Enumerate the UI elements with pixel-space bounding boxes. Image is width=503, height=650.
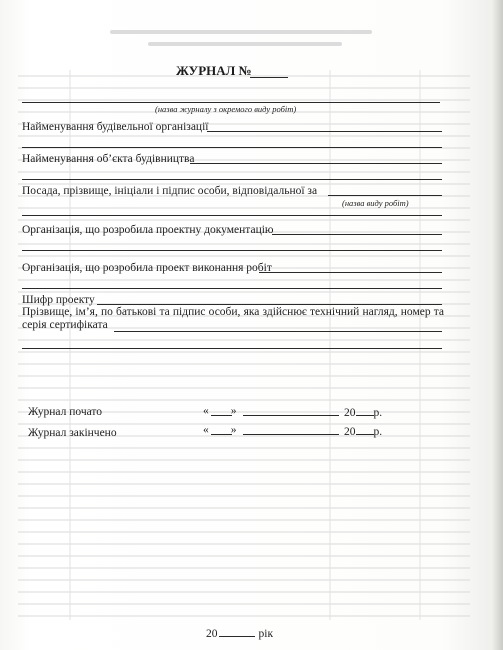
quote-close-2: » [230, 424, 237, 436]
builder-org-label: Найменування будівельної організації [22, 121, 209, 133]
builder-org-line[interactable] [207, 131, 442, 132]
project-code-line[interactable] [97, 304, 442, 305]
journal-started-label: Журнал почато [28, 406, 103, 418]
journal-number-line[interactable] [250, 77, 288, 78]
started-day-line[interactable] [211, 415, 232, 416]
supervisor-line[interactable] [114, 331, 442, 332]
journal-name-caption: (назва журналу з окремого виду робіт) [155, 104, 297, 114]
work-type-caption: (назва виду робіт) [342, 198, 409, 208]
started-year-line[interactable] [356, 405, 374, 416]
execution-org-line-2[interactable] [22, 288, 442, 289]
journal-finished-label: Журнал закінчено [28, 427, 117, 439]
builder-org-line-2[interactable] [22, 147, 442, 148]
design-org-label: Організація, що розробила проектну документацію [22, 224, 274, 236]
responsible-person-line-2[interactable] [22, 215, 442, 216]
finished-day-line[interactable] [211, 434, 232, 435]
footer-year-prefix: 20 [206, 628, 218, 640]
responsible-person-line[interactable] [328, 195, 442, 196]
started-year-prefix: 20 [344, 407, 356, 419]
quote-close: » [230, 405, 237, 417]
design-org-line-2[interactable] [22, 250, 442, 251]
journal-started-date [203, 405, 237, 417]
responsible-person-label: Посада, прізвище, ініціали і підпис особи, відповідальної за [22, 185, 318, 197]
supervisor-line-2[interactable] [22, 348, 442, 349]
page-edge-shadow [491, 0, 503, 650]
quote-open: « [203, 405, 209, 417]
journal-name-line[interactable] [22, 102, 440, 103]
started-month-line[interactable] [243, 415, 339, 416]
footer-year-word: рік [258, 628, 274, 640]
execution-org-line[interactable] [259, 272, 442, 273]
started-year [344, 405, 382, 419]
site-name-label: Найменування об’єкта будівництва [22, 153, 195, 165]
journal-title [176, 63, 252, 79]
footer-year-line[interactable] [219, 626, 255, 637]
finished-year [344, 424, 382, 438]
finished-month-line[interactable] [243, 434, 339, 435]
finished-year-suffix: р. [373, 426, 383, 438]
journal-title-text: ЖУРНАЛ № [176, 63, 252, 78]
quote-open-2: « [203, 424, 209, 436]
footer-year [206, 626, 273, 640]
site-name-line-2[interactable] [22, 179, 442, 180]
site-name-line[interactable] [190, 163, 442, 164]
execution-org-label: Організація, що розробила проект виконання робіт [22, 262, 272, 274]
design-org-line[interactable] [272, 234, 442, 235]
finished-year-prefix: 20 [344, 426, 356, 438]
supervisor-label: Прізвище, ім’я, по батькові та підпис особи, яка здійснює технічний нагляд, номер та серія сертифіката [22, 306, 444, 331]
journal-finished-date [203, 424, 237, 436]
started-year-suffix: р. [373, 407, 383, 419]
finished-year-line[interactable] [356, 424, 374, 435]
project-code-label: Шифр проекту [22, 294, 95, 306]
